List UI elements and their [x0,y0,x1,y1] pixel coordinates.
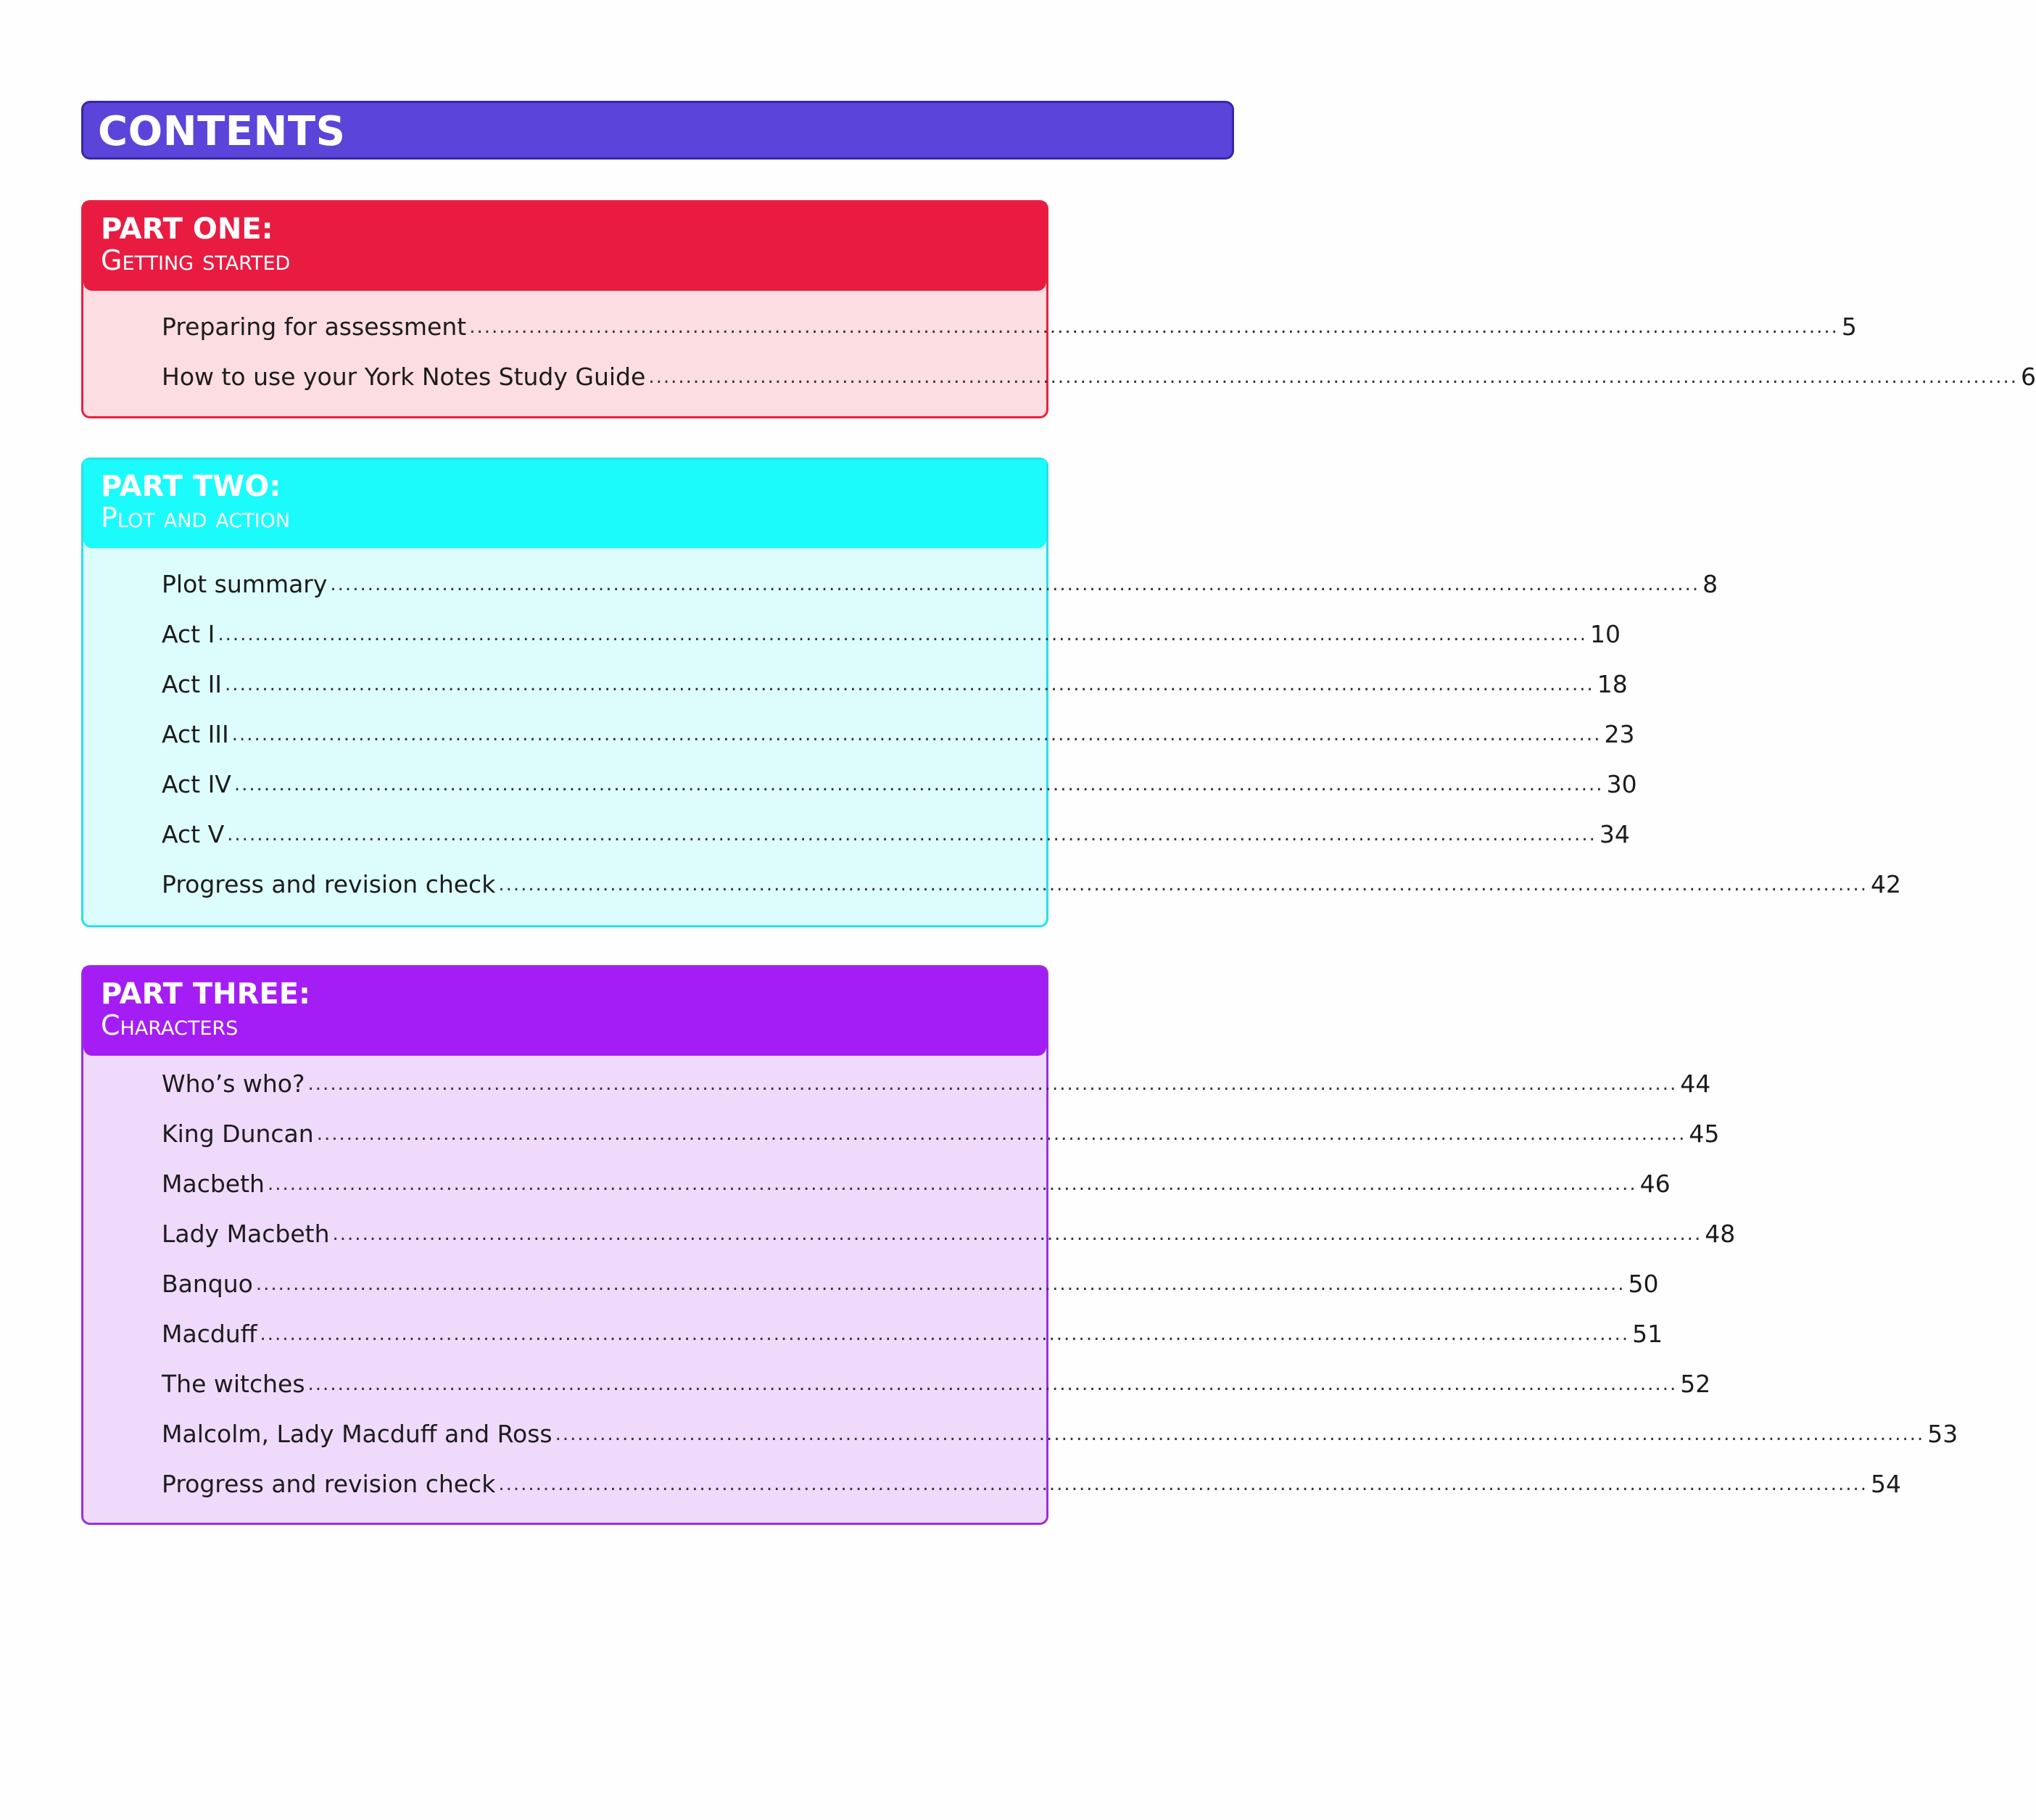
toc-entry-title: Progress and revision check [162,1470,496,1498]
toc-entry-page: 50 [1628,1270,1659,1298]
part-one-section [81,200,2036,418]
part-three-number: PART THREE: [101,977,311,1011]
toc-entry-title: Act IV [162,770,231,798]
dot-leader: ........................................................................................................................................................................................ [307,1373,1678,1395]
dot-leader: ........................................................................................................................................................................................ [330,574,1700,595]
toc-entry[interactable] [162,1420,1958,1470]
part-three-section [81,965,1958,1525]
toc-entry-title: Plot summary [162,570,328,598]
toc-entry[interactable] [162,870,1902,920]
toc-entry-title: Act III [162,720,229,748]
dot-leader: ........................................................................................................................................................................................ [227,824,1597,845]
toc-entry-page: 48 [1705,1220,1736,1248]
toc-entry-title: The witches [162,1370,305,1398]
toc-entry-page: 51 [1632,1320,1663,1348]
toc-entry[interactable] [162,363,2036,413]
part-two-number: PART TWO: [101,470,281,503]
toc-entry[interactable] [162,313,1857,363]
toc-entry-title: Banquo [162,1270,253,1298]
toc-entry[interactable] [162,1470,1902,1520]
contents-banner [81,101,1234,160]
toc-entry[interactable] [162,1220,1736,1270]
toc-entry-title: Lady Macbeth [162,1220,330,1248]
toc-entry-title: Act II [162,670,223,698]
toc-entry[interactable] [162,720,1635,770]
dot-leader: ........................................................................................................................................................................................ [233,774,1604,795]
toc-entry-title: Progress and revision check [162,870,496,898]
toc-entry[interactable] [162,1370,1711,1420]
dot-leader: ........................................................................................................................................................................................ [307,1073,1678,1095]
toc-entry[interactable] [162,1170,1671,1220]
toc-entry[interactable] [162,670,1628,720]
toc-entry-page: 53 [1927,1420,1958,1448]
part-three-header [83,967,1046,1056]
dot-leader: ........................................................................................................................................................................................ [498,1473,1869,1495]
toc-entry[interactable] [162,820,1630,870]
dot-leader: ........................................................................................................................................................................................ [231,724,1602,745]
toc-entry-title: Act I [162,620,215,648]
part-one-header [83,202,1046,291]
part-two-entries [162,570,1902,920]
toc-entry-page: 42 [1871,870,1902,898]
toc-entry-title: Preparing for assessment [162,313,467,341]
part-two-section [81,458,1902,927]
toc-entry-page: 34 [1599,820,1630,848]
toc-entry[interactable] [162,570,1718,620]
toc-entry-page: 5 [1841,313,1857,341]
toc-entry[interactable] [162,1070,1711,1120]
part-one-number: PART ONE: [101,212,273,246]
dot-leader: ........................................................................................................................................................................................ [469,316,1839,338]
part-one-subtitle: Getting started [101,244,291,276]
part-three-subtitle: Characters [101,1009,239,1041]
dot-leader: ........................................................................................................................................................................................ [498,874,1869,895]
page-title: CONTENTS [98,108,346,155]
toc-entry-title: How to use your York Notes Study Guide [162,363,646,391]
toc-entry-title: King Duncan [162,1120,314,1148]
toc-entry-page: 8 [1702,570,1718,598]
dot-leader: ........................................................................................................................................................................................ [218,624,1588,645]
toc-entry-page: 44 [1680,1070,1711,1098]
toc-entry-title: Who’s who? [162,1070,305,1098]
dot-leader: ........................................................................................................................................................................................ [316,1123,1687,1145]
toc-entry-page: 46 [1639,1170,1671,1198]
toc-entry-page: 18 [1597,670,1628,698]
toc-entry[interactable] [162,770,1637,820]
toc-entry-page: 10 [1590,620,1621,648]
part-one-entries [162,313,2036,413]
toc-entry-title: Act V [162,820,225,848]
part-two-subtitle: Plot and action [101,502,291,534]
part-two-header [83,460,1046,548]
dot-leader: ........................................................................................................................................................................................ [267,1173,1637,1195]
toc-entry[interactable] [162,1120,1720,1170]
dot-leader: ........................................................................................................................................................................................ [332,1223,1702,1245]
toc-entry-page: 30 [1606,770,1637,798]
toc-entry-page: 23 [1604,720,1635,748]
toc-entry-title: Macbeth [162,1170,265,1198]
toc-entry[interactable] [162,620,1621,670]
toc-entry-page: 45 [1689,1120,1720,1148]
toc-entry-title: Malcolm, Lady Macduff and Ross [162,1420,553,1448]
toc-entry[interactable] [162,1270,1659,1320]
toc-entry-title: Macduff [162,1320,257,1348]
toc-entry-page: 52 [1680,1370,1711,1398]
toc-entry-page: 6 [2021,363,2036,391]
dot-leader: ........................................................................................................................................................................................ [648,366,2019,388]
toc-entry-page: 54 [1871,1470,1902,1498]
dot-leader: ........................................................................................................................................................................................ [555,1423,1925,1445]
toc-entry[interactable] [162,1320,1663,1370]
part-three-entries [162,1070,1958,1520]
dot-leader: ........................................................................................................................................................................................ [260,1323,1630,1345]
dot-leader: ........................................................................................................................................................................................ [255,1273,1626,1295]
dot-leader: ........................................................................................................................................................................................ [225,674,1594,695]
